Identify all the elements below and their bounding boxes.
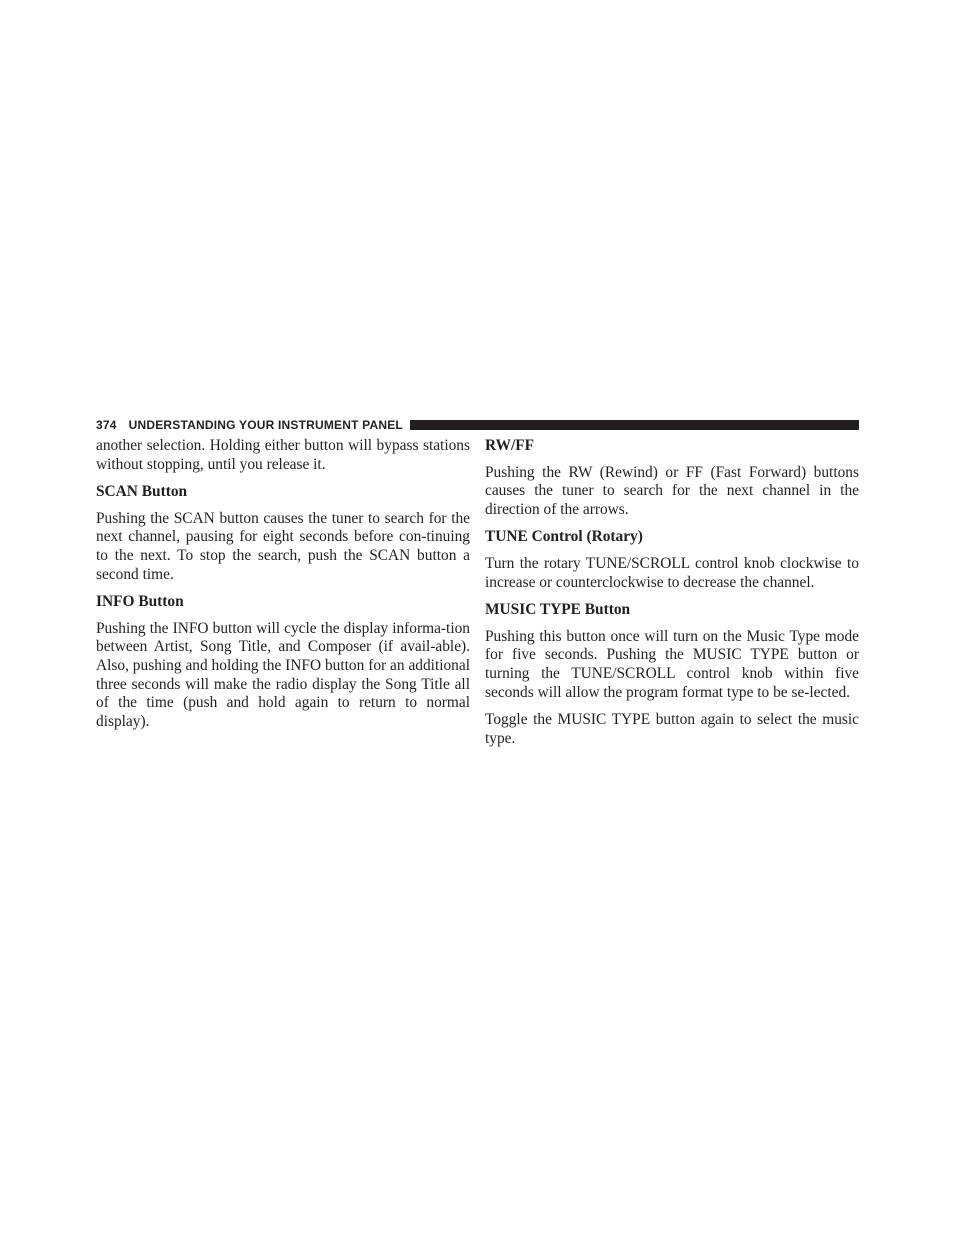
music-type-paragraph-2: Toggle the MUSIC TYPE button again to select the music type.: [485, 711, 859, 747]
rwff-paragraph: Pushing the RW (Rewind) or FF (Fast Forward) buttons causes the tuner to search for the next channel in the direction of the arrows.: [485, 463, 859, 518]
info-paragraph: Pushing the INFO button will cycle the display informa-tion between Artist, Song Title, and Composer (if avail-able). Also, pushing and holding the INFO button for an additional three seconds will make the radio display the Song Title all of the time (push and hold again to return to normal display).: [96, 619, 470, 730]
scan-paragraph: Pushing the SCAN button causes the tuner to search for the next channel, pausing for eight seconds before con-tinuing to the next. To stop the search, push the SCAN button a second time.: [96, 509, 470, 583]
intro-paragraph: another selection. Holding either button will bypass stations without stopping, until you release it.: [96, 437, 470, 473]
music-type-heading: MUSIC TYPE Button: [485, 601, 631, 619]
rwff-heading: RW/FF: [485, 437, 535, 454]
tune-heading: TUNE Control (Rotary): [485, 528, 643, 546]
section-title: UNDERSTANDING YOUR INSTRUMENT PANEL: [128, 418, 403, 432]
page-header: [96, 417, 859, 433]
info-heading: INFO Button: [96, 593, 184, 611]
scan-heading: SCAN Button: [96, 483, 188, 501]
left-column: [96, 437, 470, 740]
header-rule: [410, 420, 859, 430]
music-type-paragraph-1: Pushing this button once will turn on the Music Type mode for five seconds. Pushing the MUSIC TYPE button or turning the TUNE/SCROLL control knob within five seconds will allow the program format type to be se-lected.: [485, 627, 859, 701]
page-number: 374: [96, 418, 117, 432]
right-column: [485, 437, 859, 757]
tune-paragraph: Turn the rotary TUNE/SCROLL control knob clockwise to increase or counterclockwise to decrease the channel.: [485, 554, 859, 591]
